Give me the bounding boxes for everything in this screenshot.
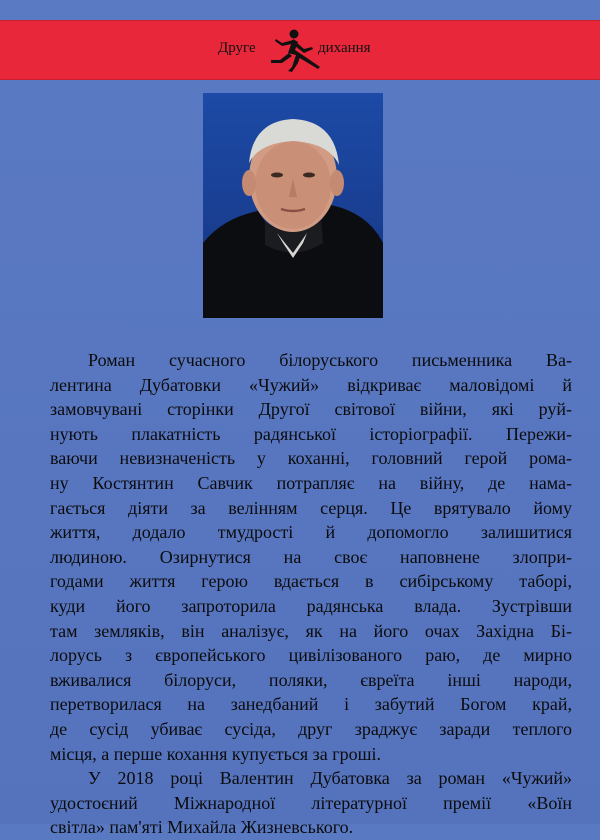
text-line: нують плакатність радянської історіографії. Пережи- xyxy=(50,423,572,444)
annotation-text xyxy=(50,348,572,840)
series-banner xyxy=(0,20,600,80)
author-portrait xyxy=(203,93,383,318)
text-line: місця, а перше кохання купується за гроші. xyxy=(50,743,381,764)
text-line: життя, додало тмудрості й допомогло залишитися xyxy=(50,522,572,543)
text-line: людиною. Озирнутися на своє наповнене злопри- xyxy=(50,546,572,567)
text-line: лентина Дубатовки «Чужий» відкриває маловідомі й xyxy=(50,374,572,395)
text-line: замовчувані сторінки Другої світової війни, які руй- xyxy=(50,399,572,420)
running-figure-icon xyxy=(268,27,324,73)
text-line: там земляків, він аналізує, як на його очах Західна Бі- xyxy=(50,620,572,641)
text-line: світла» пам'яті Михайла Жизневського. xyxy=(50,817,354,838)
text-line: удостоєний Міжнародної літературної премії «Воїн xyxy=(50,792,572,813)
series-name-left: Друге xyxy=(218,40,256,56)
text-line: ну Костянтин Савчик потрапляє на війну, де нама- xyxy=(50,472,572,493)
text-line: гається діяти за велінням серця. Це врятувало йому xyxy=(50,497,572,518)
text-line: ваючи невизначеність у коханні, головний герой рома- xyxy=(50,448,572,469)
text-line: перетворилася на занедбаний і забутий Богом край, xyxy=(50,694,572,715)
text-line: годами життя герою вдається в сибірському таборі, xyxy=(50,571,572,592)
text-line: де сусід убиває сусіда, друг зраджує заради теплого xyxy=(50,718,572,739)
author-portrait-icon xyxy=(203,93,383,318)
text-line: лорусь з європейського цивілізованого раю, де мирно xyxy=(50,645,572,666)
text-line: Роман сучасного білоруського письменника Ва- xyxy=(88,350,572,370)
text-line: куди його запроторила радянська влада. Зустрівши xyxy=(50,595,572,616)
series-name-right: дихання xyxy=(318,40,371,56)
text-line: У 2018 році Валентин Дубатовка за роман «Чужий» xyxy=(88,768,572,789)
text-line: вживалися білоруси, поляки, євреїта інші народи, xyxy=(50,669,572,690)
